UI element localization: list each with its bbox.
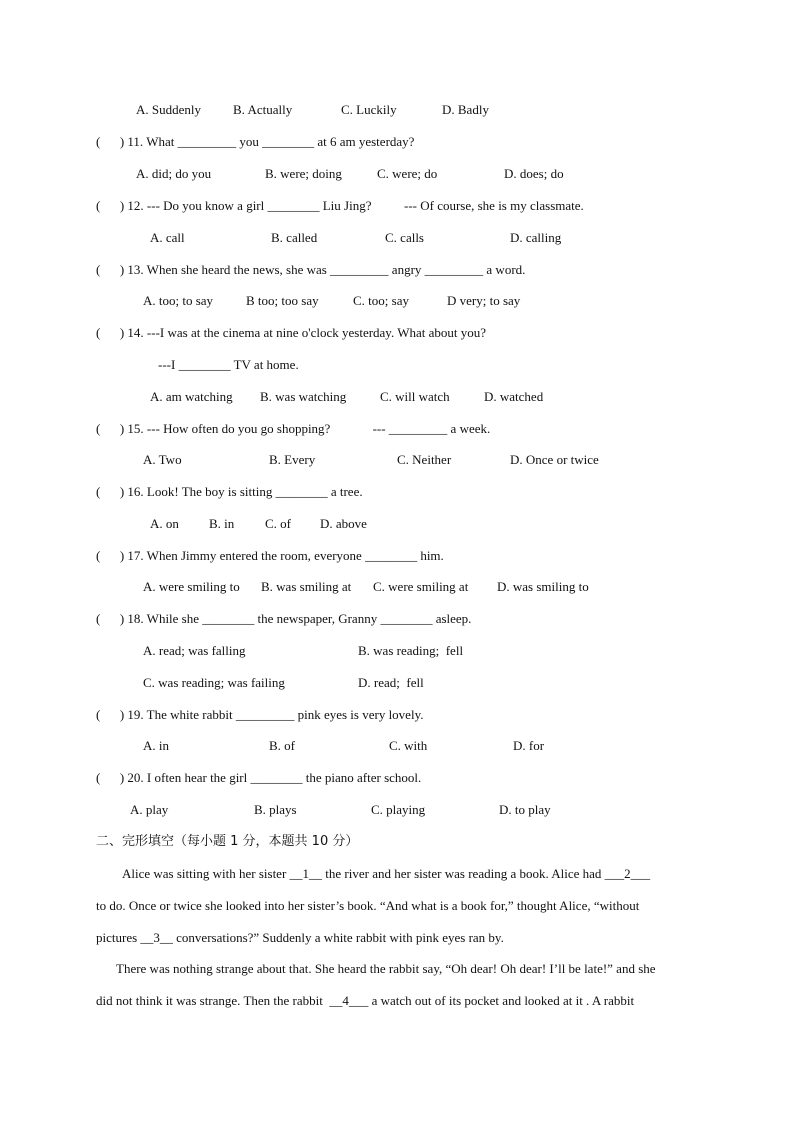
q15-option-c: C. Neither [397, 452, 452, 467]
q13-option-c: C. too; say [353, 293, 409, 308]
q18-option-b: B. was reading; fell [358, 643, 464, 658]
q18-option-c: C. was reading; was failing [143, 675, 285, 690]
q14-option-c: C. will watch [380, 389, 450, 404]
q19-option-c: C. with [389, 738, 428, 753]
q19-option-d: D. for [513, 738, 545, 753]
q14-option-a: A. am watching [150, 389, 233, 404]
question-11: ( ) 11. What _________ you ________ at 6 am yesterday? [96, 134, 415, 149]
q20-option-d: D. to play [499, 802, 551, 817]
q19-option-b: B. of [269, 738, 295, 753]
q17-option-c: C. were smiling at [373, 579, 469, 594]
q18-option-a: A. read; was falling [143, 643, 246, 658]
question-16: ( ) 16. Look! The boy is sitting ________ a tree. [96, 484, 363, 499]
q12-option-d: D. calling [510, 230, 562, 245]
q20-option-a: A. play [130, 802, 169, 817]
q10-option-c: C. Luckily [341, 102, 397, 117]
q16-option-c: C. of [265, 516, 291, 531]
q12-option-b: B. called [271, 230, 318, 245]
q12-option-a: A. call [150, 230, 185, 245]
q13-option-d: D very; to say [447, 293, 521, 308]
q15-option-a: A. Two [143, 452, 182, 467]
question-12: ( ) 12. --- Do you know a girl ________ Liu Jing? --- Of course, she is my classmate. [96, 198, 584, 213]
q11-option-c: C. were; do [377, 166, 438, 181]
passage-line-2: to do. Once or twice she looked into her sister’s book. “And what is a book for,” thought Alice, “without [96, 898, 640, 913]
q17-option-d: D. was smiling to [497, 579, 589, 594]
question-17: ( ) 17. When Jimmy entered the room, everyone ________ him. [96, 548, 444, 563]
q20-option-c: C. playing [371, 802, 426, 817]
q15-option-b: B. Every [269, 452, 316, 467]
q10-option-d: D. Badly [442, 102, 489, 117]
q13-option-b: B too; too say [246, 293, 319, 308]
passage-line-1: Alice was sitting with her sister __1__ the river and her sister was reading a book. Alice had ___2___ [122, 866, 651, 881]
q19-option-a: A. in [143, 738, 169, 753]
q11-option-a: A. did; do you [136, 166, 212, 181]
q18-option-d: D. read; fell [358, 675, 424, 690]
q17-option-a: A. were smiling to [143, 579, 240, 594]
q20-option-b: B. plays [254, 802, 297, 817]
question-15: ( ) 15. --- How often do you go shopping? --- _________ a week. [96, 421, 491, 436]
question-19: ( ) 19. The white rabbit _________ pink eyes is very lovely. [96, 707, 424, 722]
passage-line-3: pictures __3__ conversations?” Suddenly a white rabbit with pink eyes ran by. [96, 930, 504, 945]
q13-option-a: A. too; to say [143, 293, 214, 308]
q10-option-a: A. Suddenly [136, 102, 201, 117]
question-14-reply: ---I ________ TV at home. [158, 357, 299, 372]
q11-option-d: D. does; do [504, 166, 564, 181]
question-14: ( ) 14. ---I was at the cinema at nine o'clock yesterday. What about you? [96, 325, 487, 340]
q10-option-b: B. Actually [233, 102, 293, 117]
q14-option-d: D. watched [484, 389, 544, 404]
q12-option-c: C. calls [385, 230, 424, 245]
passage-line-4: There was nothing strange about that. She heard the rabbit say, “Oh dear! Oh dear! I’ll be late!” and she [116, 961, 656, 976]
question-20: ( ) 20. I often hear the girl ________ the piano after school. [96, 770, 422, 785]
q17-option-b: B. was smiling at [261, 579, 352, 594]
question-18: ( ) 18. While she ________ the newspaper, Granny ________ asleep. [96, 611, 472, 626]
q16-option-d: D. above [320, 516, 367, 531]
q16-option-a: A. on [150, 516, 179, 531]
passage-line-5: did not think it was strange. Then the rabbit __4___ a watch out of its pocket and looked at it . A rabbit [96, 993, 635, 1008]
q14-option-b: B. was watching [260, 389, 347, 404]
q15-option-d: D. Once or twice [510, 452, 599, 467]
q16-option-b: B. in [209, 516, 235, 531]
question-13: ( ) 13. When she heard the news, she was _________ angry _________ a word. [96, 262, 526, 277]
section-title-cloze: 二、完形填空（每小题 1 分，本题共 10 分） [96, 834, 359, 849]
q11-option-b: B. were; doing [265, 166, 342, 181]
